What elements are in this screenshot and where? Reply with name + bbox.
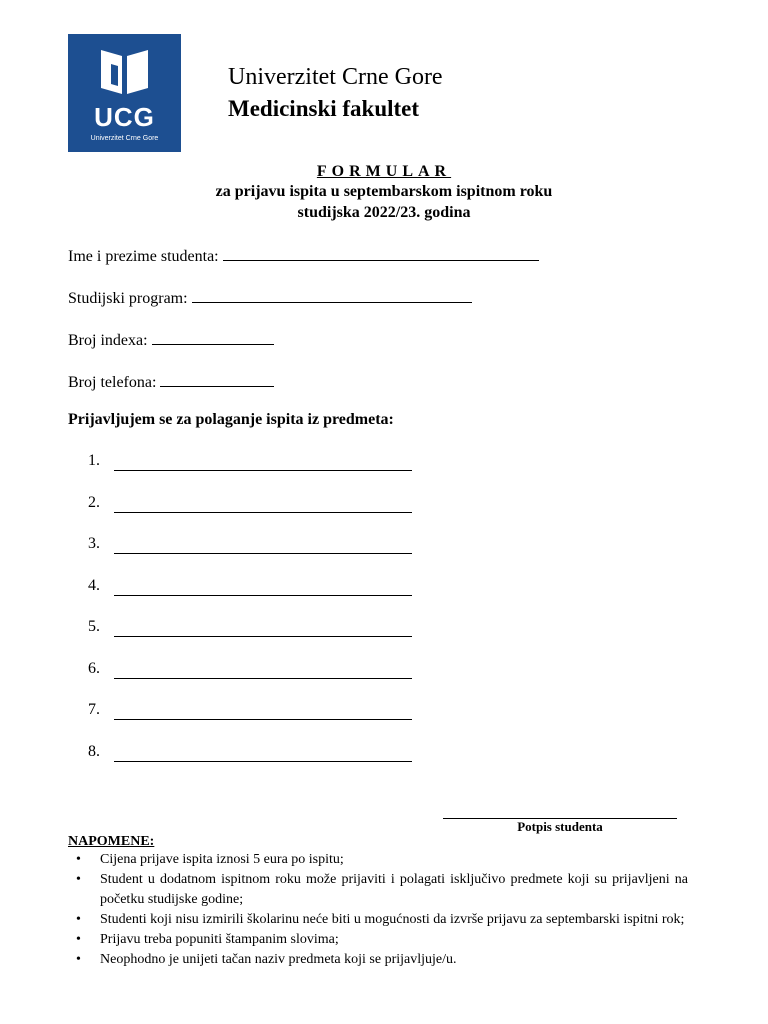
subject-number: 5. (88, 618, 100, 635)
form-subtitle: za prijavu ispita u septembarskom ispitnom roku (215, 183, 553, 200)
bullet-icon: • (76, 931, 81, 947)
note-item (68, 870, 688, 909)
subject-number: 6. (88, 659, 100, 677)
form-title: FORMULAR (316, 163, 452, 180)
student-name-field (68, 244, 539, 268)
university-name: Univerzitet Crne Gore (228, 64, 443, 90)
phone-number-field (68, 370, 274, 394)
index-number-label: Broj indexa: (68, 332, 148, 349)
bullet-icon: • (76, 852, 81, 867)
study-program-field (68, 286, 472, 310)
bullet-icon: • (76, 872, 81, 887)
note-item (68, 910, 688, 930)
logo-full-name: Univerzitet Crne Gore (90, 135, 159, 142)
subject-number: 7. (88, 701, 100, 718)
note-text: Cijena prijave ispita iznosi 5 eura po ispitu; (100, 852, 344, 867)
faculty-name: Medicinski fakultet (228, 96, 420, 121)
subject-input-line[interactable] (114, 470, 412, 471)
subject-number: 8. (88, 742, 100, 760)
note-item (68, 930, 688, 950)
index-number-input-line[interactable] (152, 328, 274, 345)
phone-number-input-line[interactable] (160, 370, 274, 387)
subject-input-line[interactable] (114, 761, 412, 762)
phone-number-label: Broj telefona: (68, 374, 157, 391)
note-text: Studenti koji nisu izmirili školarinu neće biti u mogućnosti da izvrše prijavu za septembarski ispitni rok; (100, 911, 685, 927)
note-text: Student u dodatnom ispitnom roku može prijaviti i polagati isključivo predmete koji su prijavljeni na početku studijske godine; (100, 872, 688, 907)
subject-number: 3. (88, 535, 100, 552)
exam-declaration: Prijavljujem se za polaganje ispita iz predmeta: (68, 411, 394, 428)
subject-input-line[interactable] (114, 512, 412, 513)
subject-input-line[interactable] (114, 595, 412, 596)
subject-number: 1. (88, 452, 100, 469)
index-number-field (68, 328, 274, 352)
subject-input-line[interactable] (114, 636, 412, 637)
study-program-input-line[interactable] (192, 286, 472, 303)
subject-input-line[interactable] (114, 719, 412, 720)
signature-label: Potpis studenta (517, 819, 603, 834)
subject-number: 4. (88, 576, 100, 594)
student-name-input-line[interactable] (223, 244, 539, 261)
note-text: Prijavu treba popuniti štampanim slovima; (100, 931, 339, 947)
study-program-label: Studijski program: (68, 290, 188, 307)
subject-input-line[interactable] (114, 678, 412, 679)
notes-list (68, 850, 688, 970)
note-text: Neophodno je unijeti tačan naziv predmeta koji se prijavljuje/u. (100, 951, 457, 967)
note-item (68, 850, 688, 870)
student-name-label: Ime i prezime studenta: (68, 248, 219, 265)
logo-abbreviation: UCG (94, 102, 155, 132)
subject-number: 2. (88, 493, 100, 511)
form-academic-year: studijska 2022/23. godina (297, 204, 471, 221)
open-book-icon (68, 34, 181, 104)
bullet-icon: • (76, 911, 81, 927)
notes-title: NAPOMENE: (68, 834, 155, 849)
ucg-logo (68, 34, 181, 152)
subject-input-line[interactable] (114, 553, 412, 554)
bullet-icon: • (76, 951, 81, 967)
note-item (68, 950, 688, 970)
